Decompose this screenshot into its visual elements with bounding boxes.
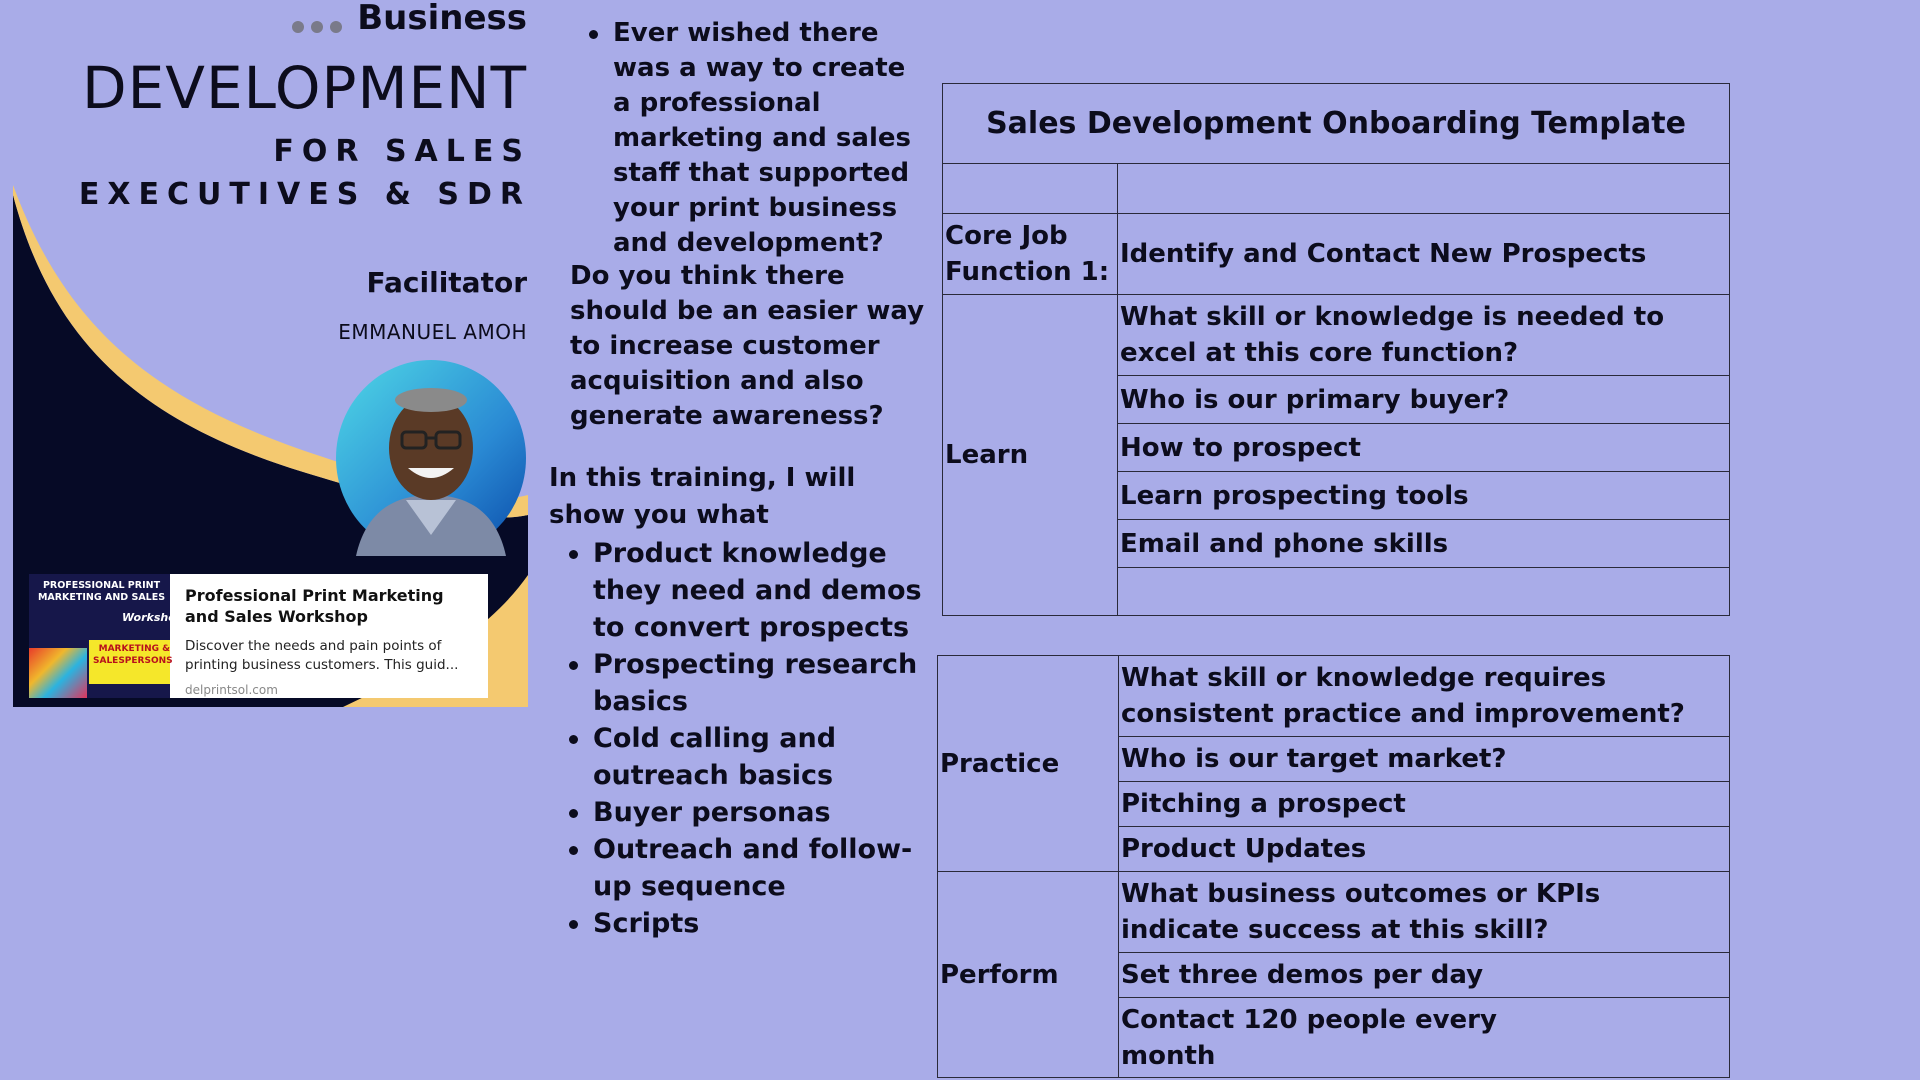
thumbnail-band-text: MARKETING & SALESPERSONS	[93, 644, 173, 666]
list-item: Scripts	[569, 905, 939, 942]
thumbnail-heading: PROFESSIONAL PRINT MARKETING AND SALES	[37, 580, 166, 603]
thumbnail-splash-graphic	[29, 648, 87, 698]
intro-question: Do you think there should be an easier way to increase customer acquisition and also generate awareness?	[570, 261, 925, 431]
thumbnail-subheading: Workshop	[122, 611, 184, 624]
poster-title-small: Business	[357, 0, 527, 38]
learn-cell: Who is our primary buyer?	[1118, 376, 1730, 424]
practice-perform-table	[937, 655, 1730, 1078]
table-row	[938, 656, 1730, 737]
table-row	[943, 295, 1730, 376]
perform-label: Perform	[938, 872, 1119, 1078]
facilitator-avatar	[336, 360, 526, 556]
learn-cell: Learn prospecting tools	[1118, 472, 1730, 520]
core-function-label: Core Job Function 1:	[943, 214, 1118, 295]
link-preview-card[interactable]	[29, 574, 488, 698]
list-item: Prospecting research basics	[569, 646, 939, 720]
table-cell-empty	[1118, 164, 1730, 214]
practice-cell: Who is our target market?	[1119, 737, 1730, 782]
table-row	[943, 84, 1730, 164]
training-lead: In this training, I will show you what	[549, 463, 856, 530]
learn-cell-empty	[1118, 568, 1730, 616]
link-preview-title[interactable]: Professional Print Marketing and Sales Workshop	[185, 586, 444, 626]
link-preview-url[interactable]: delprintsol.com	[185, 683, 278, 697]
learn-cell: How to prospect	[1118, 424, 1730, 472]
table-row	[938, 872, 1730, 953]
poster-subtitle-line1: FOR SALES	[273, 134, 531, 169]
table-cell-empty	[943, 164, 1118, 214]
list-item: Buyer personas	[569, 794, 939, 831]
practice-cell: What skill or knowledge requires consistent practice and improvement?	[1119, 656, 1730, 737]
perform-cell: What business outcomes or KPIs indicate success at this skill?	[1119, 872, 1730, 953]
facilitator-label: Facilitator	[366, 266, 527, 299]
practice-cell: Pitching a prospect	[1119, 782, 1730, 827]
intro-bullet: Ever wished there was a way to create a professional marketing and sales staff that supported your print business and development?	[589, 16, 929, 261]
list-item: Outreach and follow-up sequence	[569, 831, 939, 905]
poster-subtitle-line2: EXECUTIVES & SDR	[78, 177, 531, 212]
link-preview-thumbnail	[29, 574, 184, 698]
learn-cell: Email and phone skills	[1118, 520, 1730, 568]
table-row	[943, 164, 1730, 214]
list-item: Product knowledge they need and demos to convert prospects	[569, 535, 939, 646]
table-title: Sales Development Onboarding Template	[943, 84, 1730, 164]
core-function-value: Identify and Contact New Prospects	[1118, 214, 1730, 295]
perform-cell: Set three demos per day	[1119, 953, 1730, 998]
intro-bullet-block	[589, 16, 929, 261]
list-item: Cold calling and outreach basics	[569, 720, 939, 794]
more-options-icon[interactable]	[290, 18, 350, 34]
perform-cell: Contact 120 people every month	[1119, 998, 1730, 1078]
link-preview-description: Discover the needs and pain points of printing business customers. This guid...	[185, 638, 459, 673]
onboarding-table	[942, 83, 1730, 616]
poster-title-large: DEVELOPMENT	[81, 54, 527, 122]
practice-label: Practice	[938, 656, 1119, 872]
learn-cell: What skill or knowledge is needed to excel at this core function?	[1118, 295, 1730, 376]
practice-cell: Product Updates	[1119, 827, 1730, 872]
learn-label: Learn	[943, 295, 1118, 616]
facilitator-name: EMMANUEL AMOH	[338, 320, 527, 344]
table-row	[943, 214, 1730, 295]
training-list	[569, 535, 939, 942]
